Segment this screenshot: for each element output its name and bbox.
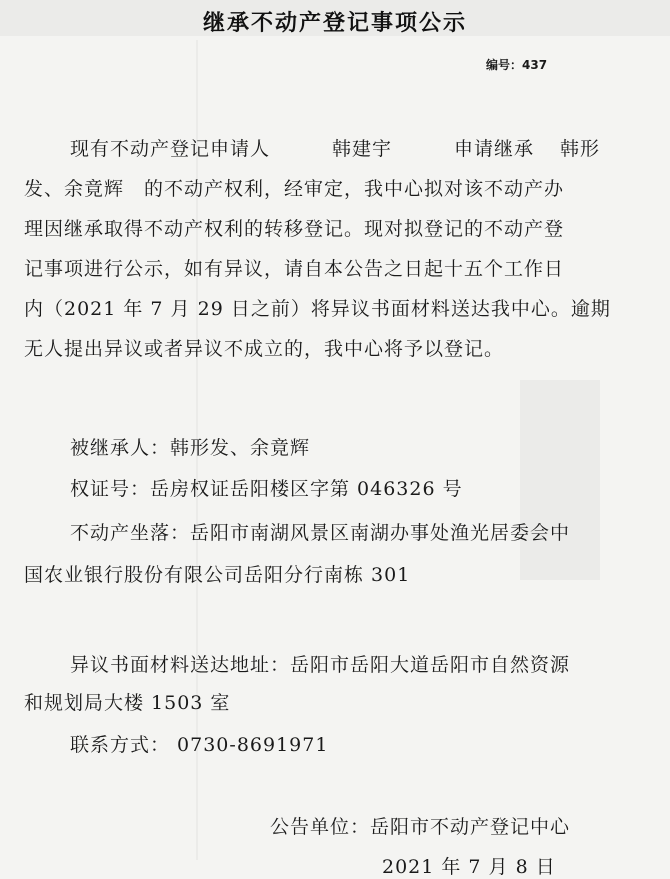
scan-shadow: [520, 380, 600, 580]
notice-line-1: [70, 134, 600, 161]
notice-line-2: 发、余竟辉 的不动产权利，经审定，我中心拟对该不动产办: [24, 178, 565, 200]
decedent-name-part1: 韩形: [560, 138, 601, 160]
notice-line-5: 内（2021 年 7 月 29 日之前）将异议书面材料送达我中心。逾期: [24, 298, 611, 320]
inheritee-field: 被继承人：韩形发、余竟辉: [70, 437, 311, 459]
applicant-prefix: 现有不动产登记申请人: [70, 138, 271, 160]
notice-line-6: 无人提出异议或者异议不成立的，我中心将予以登记。: [24, 338, 505, 360]
notice-line-4: 记事项进行公示，如有异议，请自本公告之日起十五个工作日: [24, 258, 565, 280]
applicant-name: 韩建宇: [332, 138, 393, 160]
contact-field: 联系方式： 0730-8691971: [70, 734, 329, 756]
issue-date: 2021 年 7 月 8 日: [382, 856, 556, 878]
address-field-line-1: 异议书面材料送达地址：岳阳市岳阳大道岳阳市自然资源: [70, 654, 571, 676]
certificate-field: 权证号：岳房权证岳阳楼区字第 046326 号: [70, 478, 463, 500]
address-field-line-2: 和规划局大楼 1503 室: [24, 692, 231, 714]
apply-inherit: 申请继承: [454, 138, 535, 160]
document-title: 继承不动产登记事项公示: [202, 11, 467, 36]
location-field-line-1: 不动产坐落：岳阳市南湖风景区南湖办事处渔光居委会中: [70, 522, 571, 544]
issuer-signature: 公告单位：岳阳市不动产登记中心: [270, 816, 571, 838]
location-field-line-2: 国农业银行股份有限公司岳阳分行南栋 301: [24, 564, 411, 586]
decedent-name-part2: 发、余竟辉: [24, 178, 125, 200]
notice-line-3: 理因继承取得不动产权利的转移登记。现对拟登记的不动产登: [24, 218, 565, 240]
document-number: 编号：437: [486, 58, 548, 72]
